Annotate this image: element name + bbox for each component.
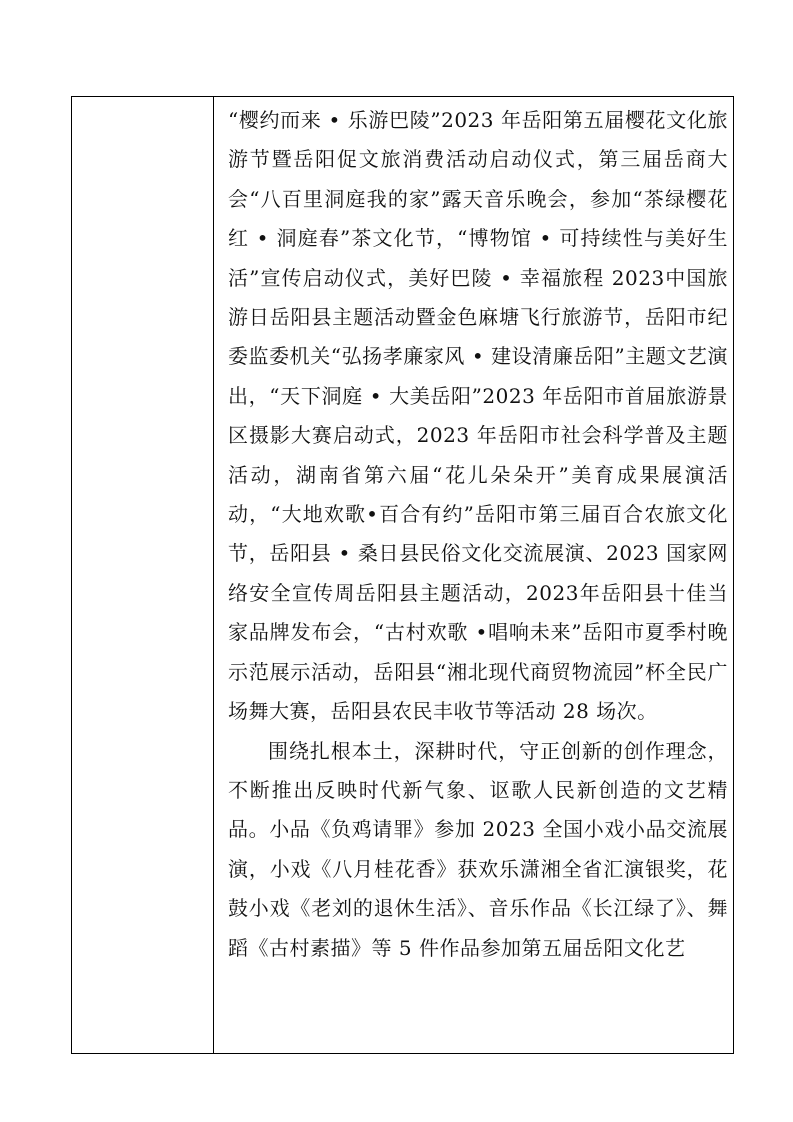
table-left-cell — [72, 97, 213, 1053]
paragraph-activities: “樱约而来 • 乐游巴陵”2023 年岳阳第五届樱花文化旅游节暨岳阳促文旅消费活动启动仪式，第三届岳商大会“八百里洞庭我的家”露天音乐晚会，参加“茶绿樱花红 • 洞庭春”茶文化节，“博物馆 • 可持续性与美好生活”宣传启动仪式，美好巴陵 • 幸福旅程 2023中国旅游日岳阳县主题活动暨金色麻塘飞行旅游节，岳阳市纪委监委机关“弘扬孝廉家风 • 建设清廉岳阳”主题文艺演出，“天下洞庭 • 大美岳阳”2023 年岳阳市首届旅游景区摄影大赛启动式，2023 年岳阳市社会科学普及主题活动，湖南省第六届“花儿朵朵开”美育成果展演活动，“大地欢歌•百合有约”岳阳市第三届百合农旅文化节，岳阳县 • 桑日县民俗文化交流展演、2023 国家网络安全宣传周岳阳县主题活动，2023年岳阳县十佳当家品牌发布会，“古村欢歌 •唱响未来”岳阳市夏季村晚示范展示活动，岳阳县“湘北现代商贸物流园”杯全民广场舞大赛，岳阳县农民丰收节等活动 28 场次。 — [228, 108, 728, 724]
column-divider — [213, 97, 214, 1053]
paragraph-works: 围绕扎根本土，深耕时代，守正创新的创作理念，不断推出反映时代新气象、讴歌人民新创造的文艺精品。小品《负鸡请罪》参加 2023 全国小戏小品交流展演，小戏《八月桂花香》获欢乐潇湘全省汇演银奖，花鼓小戏《老刘的退休生活》、音乐作品《长江绿了》、舞蹈《古村素描》等 5 件作品参加第五届岳阳文化艺 — [228, 738, 728, 960]
document-table — [71, 96, 734, 1054]
table-content-cell — [228, 101, 728, 968]
